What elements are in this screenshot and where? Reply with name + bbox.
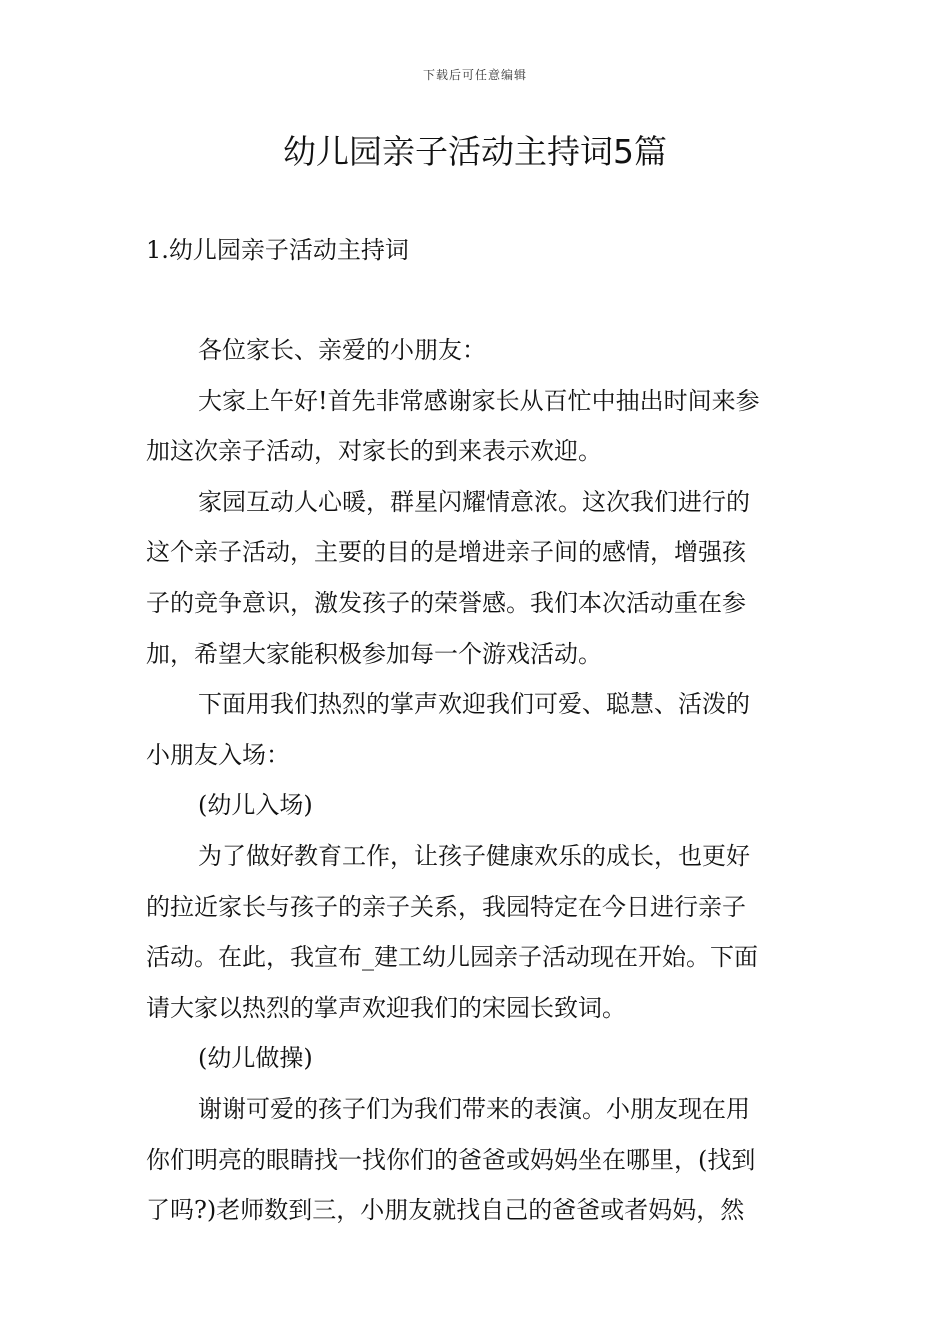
text-line: 加这次亲子活动，对家长的到来表示欢迎。 [146, 437, 602, 466]
text-line: 子的竞争意识，激发孩子的荣誉感。我们本次活动重在参 [146, 588, 746, 617]
text-line: 的拉近家长与孩子的亲子关系，我园特定在今日进行亲子 [146, 892, 746, 921]
text-line: 下面用我们热烈的掌声欢迎我们可爱、聪慧、活泼的 [198, 690, 750, 719]
text-line: 谢谢可爱的孩子们为我们带来的表演。小朋友现在用 [198, 1094, 750, 1123]
text-line: 大家上午好!首先非常感谢家长从百忙中抽出时间来参 [198, 386, 760, 415]
paragraph [146, 1084, 806, 1236]
text-line: 你们明亮的眼睛找一找你们的爸爸或妈妈坐在哪里，(找到 [146, 1145, 756, 1174]
header-note: 下载后可任意编辑 [422, 68, 527, 82]
text-line: 加，希望大家能积极参加每一个游戏活动。 [146, 639, 602, 668]
paragraph [146, 376, 806, 477]
text-line: 各位家长、亲爱的小朋友： [198, 336, 486, 364]
text-line: (幼儿入场) [198, 791, 313, 820]
text-line: 了吗?)老师数到三，小朋友就找自己的爸爸或者妈妈，然 [146, 1196, 745, 1225]
section-heading: 1.幼儿园亲子活动主持词 [146, 236, 409, 264]
body-text [146, 325, 806, 1236]
text-line: 小朋友入场： [146, 740, 290, 769]
text-line: 家园互动人心暖，群星闪耀情意浓。这次我们进行的 [198, 487, 750, 516]
paragraph [146, 325, 806, 376]
document-title: 幼儿园亲子活动主持词5篇 [283, 132, 667, 171]
paragraph [146, 1033, 806, 1084]
text-line: 为了做好教育工作，让孩子健康欢乐的成长，也更好 [198, 841, 750, 870]
text-line: 这个亲子活动，主要的目的是增进亲子间的感情，增强孩 [146, 538, 746, 567]
text-line: 请大家以热烈的掌声欢迎我们的宋园长致词。 [146, 993, 626, 1022]
text-line: 活动。在此，我宣布_建工幼儿园亲子活动现在开始。下面 [146, 943, 758, 972]
text-line: (幼儿做操) [198, 1044, 313, 1073]
paragraph [146, 679, 806, 780]
paragraph [146, 780, 806, 831]
paragraph [146, 477, 806, 679]
paragraph [146, 831, 806, 1033]
